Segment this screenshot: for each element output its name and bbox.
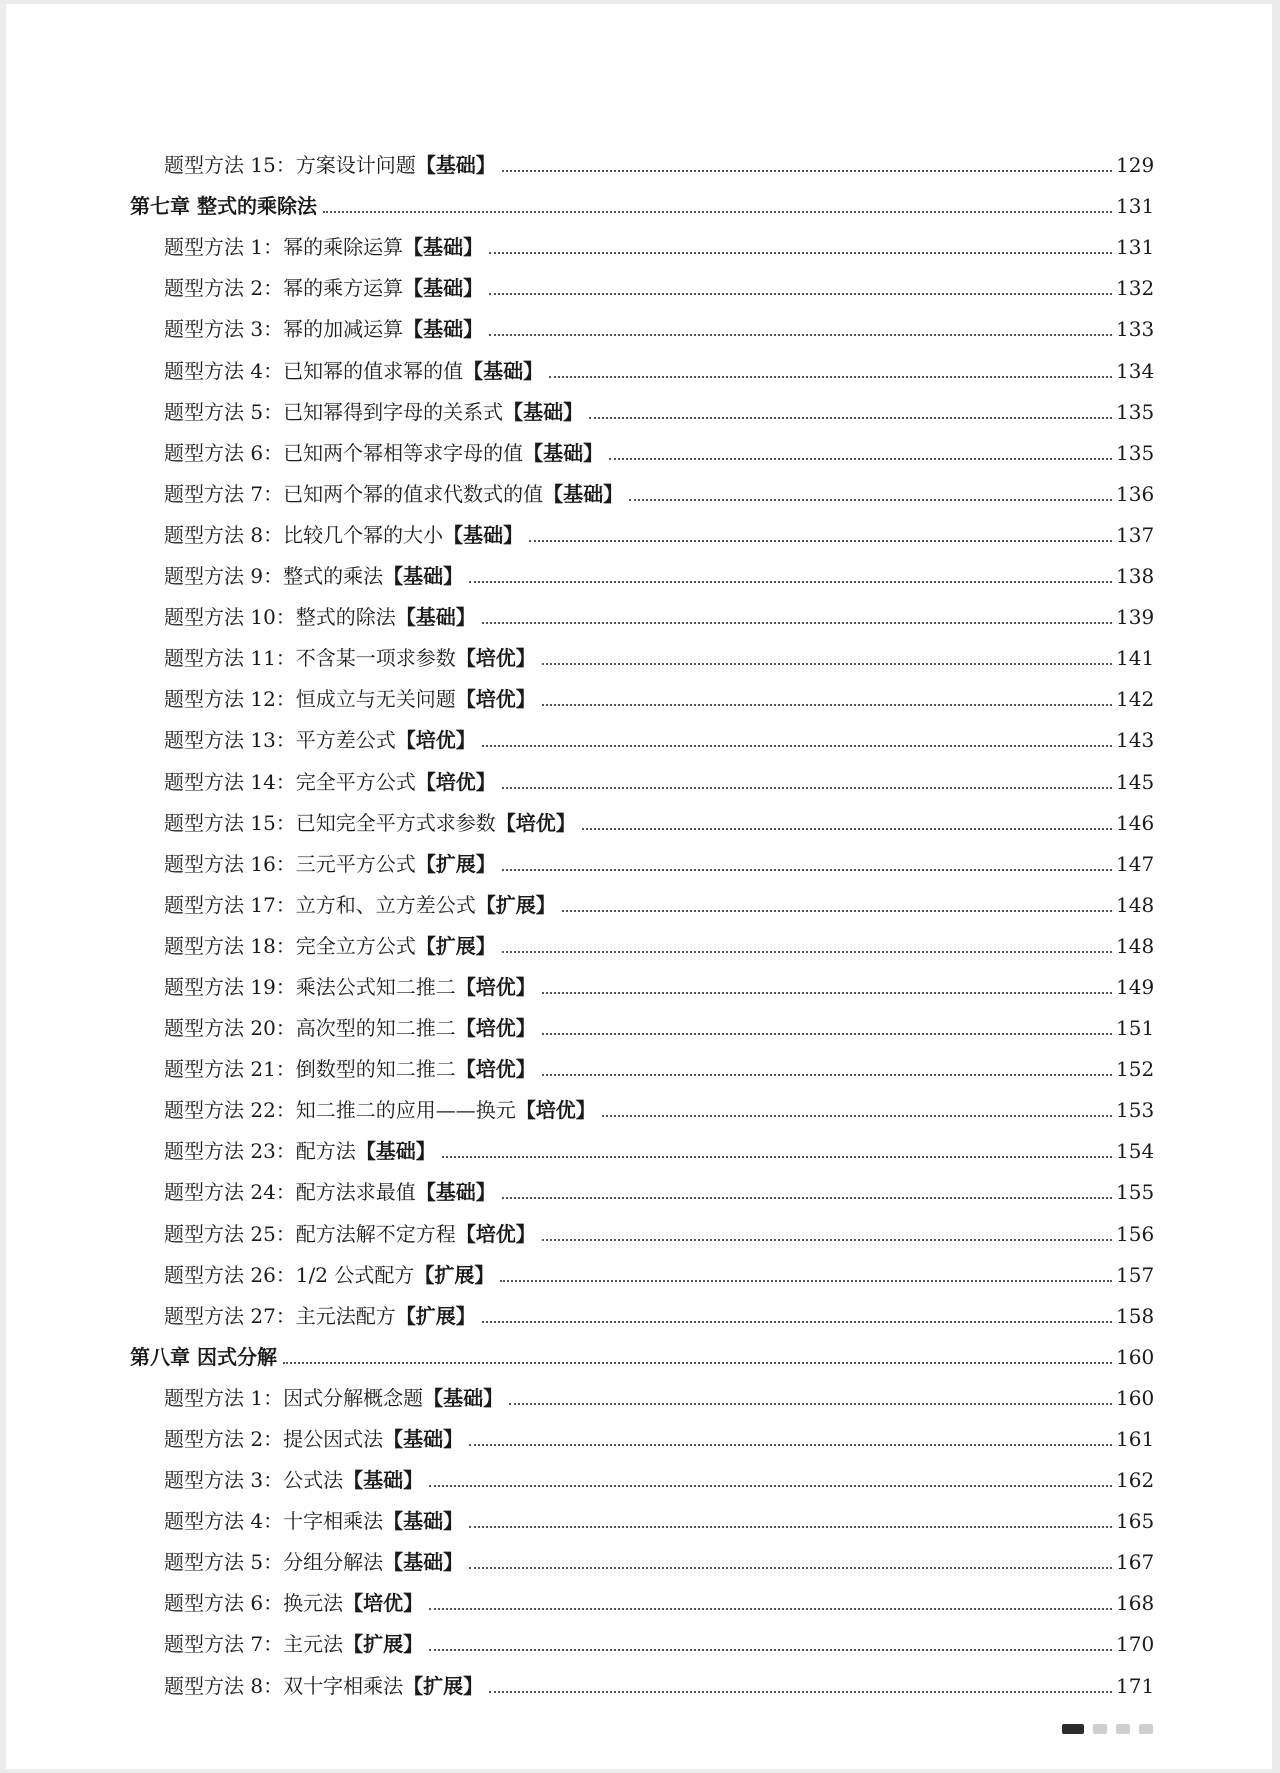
toc-item[interactable] (6, 594, 1272, 635)
toc-page-number: 157 (1116, 1262, 1155, 1287)
toc-page-number: 153 (1116, 1098, 1155, 1123)
table-of-contents (6, 142, 1272, 1704)
toc-entry-level-tag: 【基础】 (423, 1385, 504, 1410)
toc-page-number: 148 (1116, 933, 1155, 958)
dot-leader (502, 170, 1112, 172)
toc-entry-level-tag: 【扩展】 (414, 1262, 495, 1287)
dot-leader (482, 1321, 1112, 1323)
toc-entry-level-tag: 【培优】 (455, 1016, 536, 1041)
toc-page-number: 156 (1116, 1221, 1155, 1246)
dot-leader (429, 1608, 1112, 1610)
toc-item[interactable] (6, 717, 1272, 758)
dot-leader (482, 622, 1112, 624)
dot-leader (602, 1115, 1112, 1117)
toc-page-number: 162 (1116, 1468, 1155, 1493)
toc-entry-title: 题型方法 24：配方法求最值 (164, 1180, 416, 1205)
toc-item[interactable] (6, 841, 1272, 882)
dot-leader (502, 1197, 1112, 1199)
toc-entry-title: 题型方法 6：已知两个幂相等求字母的值 (164, 440, 524, 465)
dot-leader (589, 417, 1112, 419)
toc-page-number: 142 (1116, 687, 1155, 712)
dot-leader (429, 1649, 1112, 1651)
dot-leader (542, 1033, 1112, 1035)
toc-entry-level-tag: 【培优】 (455, 687, 536, 712)
toc-entry-level-tag: 【扩展】 (475, 892, 556, 917)
toc-item[interactable] (6, 471, 1272, 512)
toc-entry-level-tag: 【基础】 (463, 358, 544, 383)
toc-item[interactable] (6, 1046, 1272, 1087)
toc-page-number: 143 (1116, 728, 1155, 753)
toc-entry-title: 题型方法 9：整式的乘法 (164, 564, 384, 589)
toc-item[interactable] (6, 1621, 1272, 1662)
dot-leader (502, 951, 1112, 953)
toc-entry-level-tag: 【基础】 (383, 1550, 464, 1575)
dot-leader (283, 1362, 1112, 1364)
toc-item[interactable] (6, 1580, 1272, 1621)
dot-leader (502, 869, 1112, 871)
dot-leader (469, 1526, 1112, 1528)
toc-entry-level-tag: 【培优】 (455, 646, 536, 671)
toc-entry-title: 题型方法 3：幂的加减运算 (164, 317, 404, 342)
toc-item[interactable] (6, 1293, 1272, 1334)
toc-entry-title: 题型方法 14：完全平方公式 (164, 769, 416, 794)
toc-page-number: 170 (1116, 1632, 1155, 1657)
toc-entry-title: 题型方法 25：配方法解不定方程 (164, 1221, 456, 1246)
dot-leader (500, 1280, 1112, 1282)
toc-entry-level-tag: 【基础】 (383, 1509, 464, 1534)
dot-leader (489, 293, 1112, 295)
toc-page-number: 148 (1116, 892, 1155, 917)
toc-page-number: 161 (1116, 1427, 1155, 1451)
toc-entry-level-tag: 【培优】 (455, 1221, 536, 1246)
toc-item[interactable] (6, 1128, 1272, 1169)
dot-leader (489, 1691, 1112, 1693)
toc-entry-title: 题型方法 5：已知幂得到字母的关系式 (164, 399, 504, 424)
toc-entry-level-tag: 【基础】 (543, 481, 624, 506)
dot-leader (469, 1444, 1112, 1446)
toc-item[interactable] (6, 306, 1272, 347)
toc-entry-title: 题型方法 8：比较几个幂的大小 (164, 522, 444, 547)
toc-item[interactable] (6, 265, 1272, 306)
toc-entry-title: 题型方法 18：完全立方公式 (164, 933, 416, 958)
toc-entry-title: 题型方法 15：方案设计问题 (164, 153, 416, 178)
toc-entry-title: 题型方法 16：三元平方公式 (164, 851, 416, 876)
toc-entry-title: 题型方法 27：主元法配方 (164, 1303, 396, 1328)
toc-entry-level-tag: 【基础】 (415, 153, 496, 178)
pager-dot[interactable] (1116, 1724, 1130, 1734)
image-pager (1062, 1724, 1153, 1734)
dot-leader (469, 1567, 1112, 1569)
dot-leader (629, 499, 1112, 501)
toc-page-number: 152 (1116, 1057, 1155, 1082)
dot-leader (529, 540, 1112, 542)
toc-item[interactable] (6, 1005, 1272, 1046)
toc-entry-title: 题型方法 17：立方和、立方差公式 (164, 892, 476, 917)
toc-item[interactable] (6, 142, 1272, 183)
toc-entry-title: 题型方法 8：双十字相乘法 (164, 1673, 404, 1698)
dot-leader (509, 1403, 1112, 1405)
toc-entry-title: 题型方法 4：十字相乘法 (164, 1509, 384, 1534)
toc-chapter[interactable] (6, 1334, 1272, 1375)
toc-entry-level-tag: 【扩展】 (415, 851, 496, 876)
toc-entry-level-tag: 【扩展】 (343, 1632, 424, 1657)
toc-page-number: 138 (1116, 564, 1155, 589)
toc-entry-level-tag: 【基础】 (383, 1427, 464, 1451)
toc-item[interactable] (6, 1252, 1272, 1293)
toc-page-number: 154 (1116, 1139, 1155, 1164)
dot-leader (323, 211, 1112, 213)
toc-entry-level-tag: 【基础】 (355, 1139, 436, 1164)
dot-leader (542, 1074, 1112, 1076)
toc-entry-level-tag: 【基础】 (443, 522, 524, 547)
toc-entry-level-tag: 【培优】 (395, 728, 476, 753)
toc-entry-title: 题型方法 26：1/2 公式配方 (164, 1262, 415, 1287)
toc-item[interactable] (6, 1210, 1272, 1251)
toc-entry-title: 题型方法 2：幂的乘方运算 (164, 276, 404, 301)
toc-item[interactable] (6, 553, 1272, 594)
toc-entry-level-tag: 【基础】 (503, 399, 584, 424)
dot-leader (489, 252, 1112, 254)
toc-page-number: 131 (1116, 235, 1155, 260)
toc-page-number: 160 (1116, 1385, 1155, 1410)
toc-entry-level-tag: 【基础】 (415, 1180, 496, 1205)
dot-leader (482, 745, 1112, 747)
toc-entry-level-tag: 【培优】 (495, 810, 576, 835)
pager-dot-active[interactable] (1062, 1724, 1084, 1734)
document-page (6, 4, 1272, 1769)
toc-entry-title: 题型方法 22：知二推二的应用——换元 (164, 1098, 516, 1123)
toc-entry-level-tag: 【培优】 (415, 769, 496, 794)
toc-entry-title: 题型方法 4：已知幂的值求幂的值 (164, 358, 464, 383)
toc-page-number: 135 (1116, 399, 1155, 424)
toc-entry-level-tag: 【基础】 (403, 235, 484, 260)
toc-page-number: 133 (1116, 317, 1155, 342)
toc-entry-title: 题型方法 20：高次型的知二推二 (164, 1016, 456, 1041)
dot-leader (542, 704, 1112, 706)
toc-item[interactable] (6, 224, 1272, 265)
toc-item[interactable] (6, 800, 1272, 841)
toc-entry-title: 题型方法 15：已知完全平方式求参数 (164, 810, 496, 835)
toc-page-number: 167 (1116, 1550, 1155, 1575)
toc-item[interactable] (6, 389, 1272, 430)
toc-entry-title: 题型方法 13：平方差公式 (164, 728, 396, 753)
toc-page-number: 131 (1116, 194, 1155, 219)
toc-entry-title: 题型方法 1：幂的乘除运算 (164, 235, 404, 260)
toc-entry-title: 题型方法 23：配方法 (164, 1139, 356, 1164)
toc-entry-title: 题型方法 11：不含某一项求参数 (164, 646, 456, 671)
toc-entry-title: 题型方法 2：提公因式法 (164, 1427, 384, 1451)
toc-item[interactable] (6, 430, 1272, 471)
toc-entry-level-tag: 【培优】 (343, 1591, 424, 1616)
toc-entry-level-tag: 【基础】 (403, 317, 484, 342)
toc-entry-level-tag: 【扩展】 (395, 1303, 476, 1328)
toc-page-number: 141 (1116, 646, 1155, 671)
dot-leader (489, 334, 1112, 336)
toc-page-number: 135 (1116, 440, 1155, 465)
toc-item[interactable] (6, 882, 1272, 923)
dot-leader (609, 458, 1112, 460)
toc-entry-title: 题型方法 10：整式的除法 (164, 605, 396, 630)
pager-dot[interactable] (1093, 1724, 1107, 1734)
toc-page-number: 137 (1116, 522, 1155, 547)
dot-leader (502, 787, 1112, 789)
toc-entry-level-tag: 【扩展】 (403, 1673, 484, 1698)
toc-page-number: 151 (1116, 1016, 1155, 1041)
dot-leader (549, 376, 1112, 378)
toc-item[interactable] (6, 1087, 1272, 1128)
toc-entry-level-tag: 【培优】 (455, 974, 536, 999)
toc-entry-title: 题型方法 6：换元法 (164, 1591, 344, 1616)
toc-entry-title: 题型方法 19：乘法公式知二推二 (164, 974, 456, 999)
toc-entry-title: 题型方法 1：因式分解概念题 (164, 1385, 424, 1410)
toc-page-number: 134 (1116, 358, 1155, 383)
toc-item[interactable] (6, 1416, 1272, 1457)
toc-item[interactable] (6, 964, 1272, 1005)
toc-entry-title: 第八章 因式分解 (130, 1344, 277, 1369)
toc-item[interactable] (6, 923, 1272, 964)
toc-page-number: 146 (1116, 810, 1155, 835)
toc-item[interactable] (6, 512, 1272, 553)
dot-leader (442, 1156, 1112, 1158)
toc-entry-title: 第七章 整式的乘除法 (130, 194, 317, 219)
toc-item[interactable] (6, 347, 1272, 388)
toc-chapter[interactable] (6, 183, 1272, 224)
toc-entry-level-tag: 【扩展】 (415, 933, 496, 958)
toc-entry-title: 题型方法 21：倒数型的知二推二 (164, 1057, 456, 1082)
toc-page-number: 129 (1116, 153, 1155, 178)
dot-leader (542, 1239, 1112, 1241)
dot-leader (469, 581, 1112, 583)
toc-entry-level-tag: 【基础】 (395, 605, 476, 630)
toc-page-number: 149 (1116, 974, 1155, 999)
toc-entry-title: 题型方法 3：公式法 (164, 1468, 344, 1493)
toc-page-number: 132 (1116, 276, 1155, 301)
toc-item[interactable] (6, 676, 1272, 717)
toc-item[interactable] (6, 1169, 1272, 1210)
toc-item[interactable] (6, 1457, 1272, 1498)
toc-item[interactable] (6, 1662, 1272, 1703)
toc-entry-level-tag: 【基础】 (343, 1468, 424, 1493)
toc-page-number: 147 (1116, 851, 1155, 876)
toc-page-number: 139 (1116, 605, 1155, 630)
toc-entry-level-tag: 【培优】 (455, 1057, 536, 1082)
toc-item[interactable] (6, 635, 1272, 676)
toc-page-number: 165 (1116, 1509, 1155, 1534)
toc-entry-level-tag: 【培优】 (515, 1098, 596, 1123)
pager-dot[interactable] (1139, 1724, 1153, 1734)
toc-entry-level-tag: 【基础】 (523, 440, 604, 465)
dot-leader (542, 663, 1112, 665)
toc-entry-title: 题型方法 7：主元法 (164, 1632, 344, 1657)
toc-page-number: 155 (1116, 1180, 1155, 1205)
toc-page-number: 158 (1116, 1303, 1155, 1328)
toc-item[interactable] (6, 1498, 1272, 1539)
toc-page-number: 145 (1116, 769, 1155, 794)
toc-entry-level-tag: 【基础】 (383, 564, 464, 589)
dot-leader (582, 828, 1112, 830)
toc-item[interactable] (6, 758, 1272, 799)
toc-page-number: 171 (1116, 1673, 1155, 1698)
toc-page-number: 160 (1116, 1344, 1155, 1369)
toc-item[interactable] (6, 1375, 1272, 1416)
dot-leader (542, 992, 1112, 994)
toc-item[interactable] (6, 1539, 1272, 1580)
dot-leader (562, 910, 1112, 912)
toc-entry-title: 题型方法 7：已知两个幂的值求代数式的值 (164, 481, 544, 506)
toc-page-number: 168 (1116, 1591, 1155, 1616)
dot-leader (429, 1485, 1112, 1487)
toc-entry-title: 题型方法 5：分组分解法 (164, 1550, 384, 1575)
toc-entry-title: 题型方法 12：恒成立与无关问题 (164, 687, 456, 712)
toc-entry-level-tag: 【基础】 (403, 276, 484, 301)
toc-page-number: 136 (1116, 481, 1155, 506)
